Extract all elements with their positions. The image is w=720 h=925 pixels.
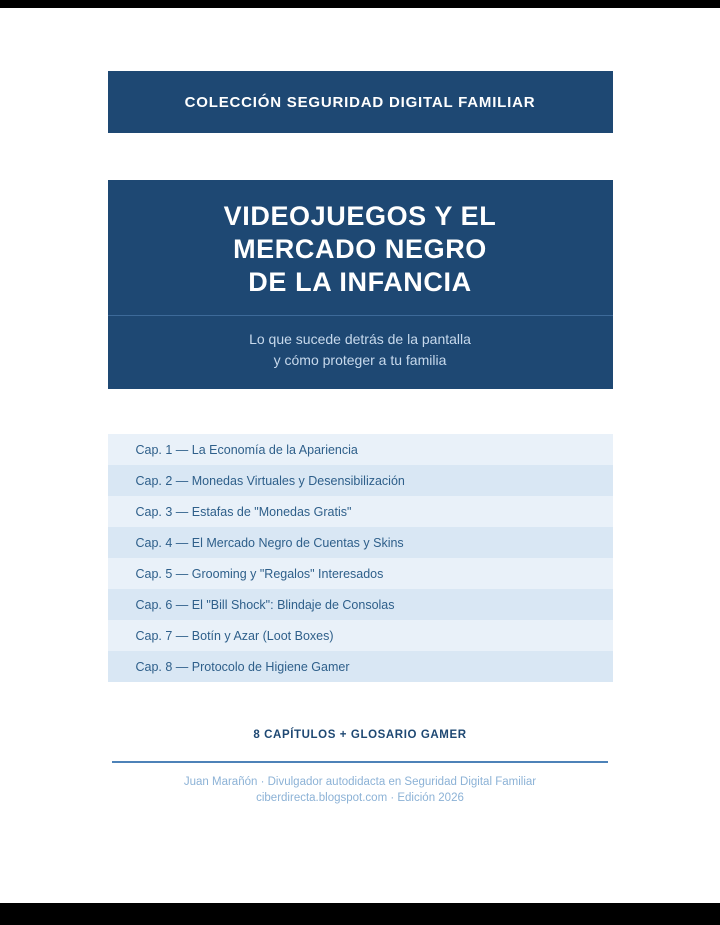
toc-item-5 — [108, 558, 613, 589]
toc-item-2 — [108, 465, 613, 496]
toc-item-7 — [108, 620, 613, 651]
toc-item-label: Cap. 6 — El "Bill Shock": Blindaje de Consolas — [135, 597, 395, 612]
toc-item-label: Cap. 3 — Estafas de "Monedas Gratis" — [135, 504, 352, 519]
toc-item-label: Cap. 7 — Botín y Azar (Loot Boxes) — [135, 628, 334, 643]
book-title — [108, 200, 613, 299]
table-of-contents — [108, 434, 613, 682]
book-title-line: MERCADO NEGRO — [233, 234, 487, 264]
book-subtitle-line: Lo que sucede detrás de la pantalla — [249, 331, 471, 347]
author-line: Juan Marañón · Divulgador autodidacta en Seguridad Digital Familiar — [183, 776, 537, 788]
toc-item-label: Cap. 1 — La Economía de la Apariencia — [135, 442, 358, 457]
book-subtitle — [108, 316, 613, 371]
toc-item-4 — [108, 527, 613, 558]
toc-item-6 — [108, 589, 613, 620]
toc-item-8 — [108, 651, 613, 682]
collection-banner — [108, 71, 613, 133]
toc-item-1 — [108, 434, 613, 465]
toc-item-3 — [108, 496, 613, 527]
content-column — [108, 71, 613, 806]
toc-item-label: Cap. 4 — El Mercado Negro de Cuentas y Skins — [135, 535, 404, 550]
footer — [108, 774, 613, 806]
chapters-summary: 8 CAPÍTULOS + GLOSARIO GAMER — [253, 729, 467, 741]
book-title-line: VIDEOJUEGOS Y EL — [223, 201, 497, 231]
site-edition-line: ciberdirecta.blogspot.com · Edición 2026 — [256, 792, 464, 804]
document-page — [0, 8, 720, 903]
book-title-line: DE LA INFANCIA — [248, 267, 472, 297]
title-block — [108, 180, 613, 389]
toc-item-label: Cap. 2 — Monedas Virtuales y Desensibilización — [135, 473, 405, 488]
footer-rule — [112, 761, 608, 763]
collection-title: COLECCIÓN SEGURIDAD DIGITAL FAMILIAR — [184, 93, 536, 111]
toc-item-label: Cap. 8 — Protocolo de Higiene Gamer — [135, 659, 350, 674]
book-subtitle-line: y cómo proteger a tu familia — [273, 352, 447, 368]
toc-item-label: Cap. 5 — Grooming y "Regalos" Interesados — [135, 566, 384, 581]
